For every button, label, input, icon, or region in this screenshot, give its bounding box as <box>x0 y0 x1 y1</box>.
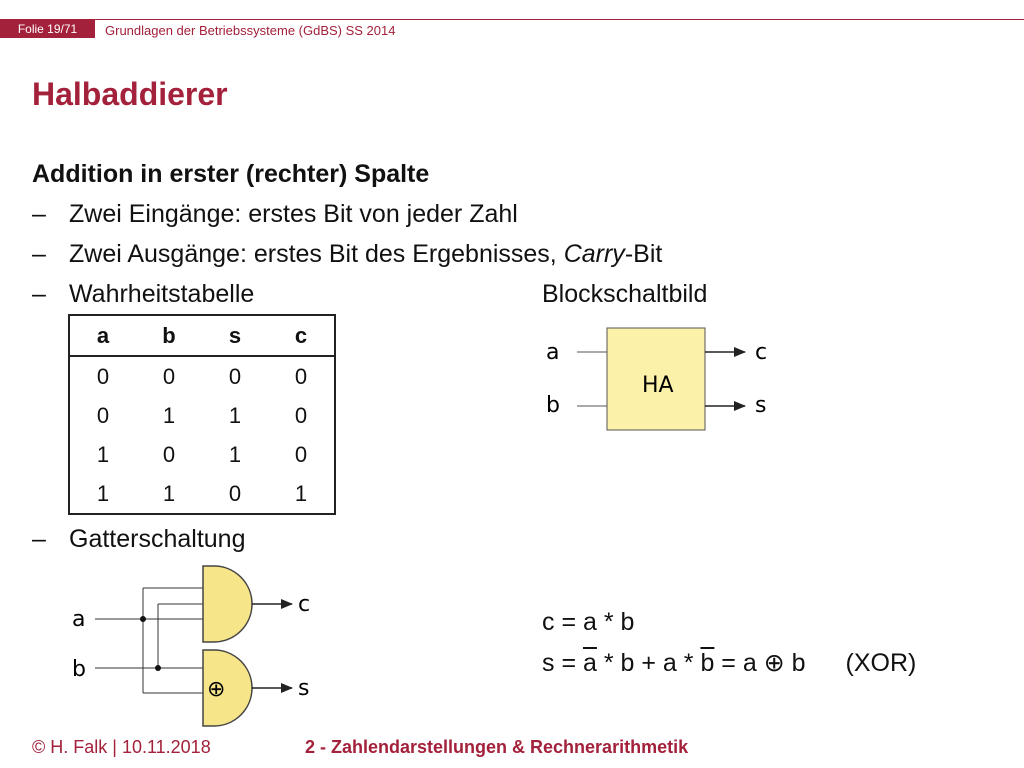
truth-table-cell: 1 <box>228 441 242 467</box>
truth-table-cell: 1 <box>96 441 110 467</box>
sum-note: (XOR) <box>845 649 917 677</box>
course-title: Grundlagen der Betriebssysteme (GdBS) SS 2014 <box>105 23 396 38</box>
bullet-dash: – <box>32 240 46 268</box>
carry-formula: c = a * b <box>542 608 635 636</box>
gate-input-b: b <box>72 657 86 682</box>
bullet-outputs <box>32 240 662 269</box>
header-rule <box>0 19 1024 20</box>
gate-output-s: s <box>298 676 310 701</box>
truth-table-cell: 1 <box>294 480 308 506</box>
sum-formula <box>542 648 916 678</box>
slide-title: Halbaddierer <box>32 76 228 112</box>
and-gate <box>203 566 252 642</box>
truth-table-cell: 0 <box>162 363 176 389</box>
block-output-s: s <box>755 393 767 418</box>
block-diagram-label: Blockschaltbild <box>542 280 708 308</box>
carry-word: Carry <box>563 240 625 268</box>
junction-a <box>140 616 146 622</box>
block-diagram <box>530 320 780 440</box>
bullet-truth-table <box>32 280 254 309</box>
sum-prefix: s = <box>542 649 583 677</box>
truth-table-cell: 0 <box>294 363 308 389</box>
truth-table-cell: 0 <box>294 441 308 467</box>
truth-table-row <box>69 396 335 435</box>
truth-table-row <box>69 435 335 474</box>
bullet-outputs-text: Zwei Ausgänge: erstes Bit des Ergebnisses, <box>69 240 564 268</box>
bullet-outputs-suffix: -Bit <box>624 240 663 268</box>
section-heading: Addition in erster (rechter) Spalte <box>32 160 430 188</box>
bullet-inputs-text: Zwei Eingänge: erstes Bit von jeder Zahl <box>69 200 518 228</box>
sum-xor: = a ⊕ b <box>714 649 806 677</box>
truth-table-header-row <box>69 315 335 356</box>
truth-table-cell: 0 <box>162 441 176 467</box>
sum-b-negated: $\overline{b}$ <box>700 649 715 677</box>
xor-symbol: ⊕ <box>207 677 226 702</box>
truth-table-row <box>69 474 335 514</box>
truth-table-cell: 0 <box>228 480 242 506</box>
bullet-inputs <box>32 200 518 229</box>
truth-table-cell: 1 <box>96 480 110 506</box>
footer-author: © H. Falk | 10.11.2018 <box>32 737 211 757</box>
truth-table-row <box>69 356 335 396</box>
footer-chapter: 2 - Zahlendarstellungen & Rechnerarithmetik <box>305 737 689 757</box>
sum-a-negated: $\overline{a}$ <box>583 649 597 677</box>
truth-table-cell: 1 <box>228 402 242 428</box>
truth-table-header: s <box>202 315 268 356</box>
truth-table-cell: 0 <box>96 363 110 389</box>
bullet-dash: – <box>32 200 46 228</box>
block-output-c: c <box>755 340 768 365</box>
sum-middle: * b + a * <box>596 649 701 677</box>
bullet-dash: – <box>32 280 46 308</box>
truth-table-cell: 1 <box>162 402 176 428</box>
gate-output-c: c <box>298 592 311 617</box>
junction-b <box>155 665 161 671</box>
block-input-b: b <box>546 393 560 418</box>
bullet-dash: – <box>32 525 46 553</box>
bullet-truth-table-text: Wahrheitstabelle <box>69 280 255 308</box>
truth-table <box>68 314 336 515</box>
bullet-gates-text: Gatterschaltung <box>69 525 246 553</box>
truth-table-header: a <box>69 315 136 356</box>
truth-table-header: b <box>136 315 202 356</box>
ha-label: HA <box>642 373 674 398</box>
truth-table-cell: 0 <box>294 402 308 428</box>
truth-table-header: c <box>268 315 335 356</box>
gate-circuit <box>60 560 340 735</box>
bullet-gates <box>32 525 246 554</box>
block-input-a: a <box>546 340 560 365</box>
truth-table-cell: 1 <box>162 480 176 506</box>
slide-counter: Folie 19/71 <box>0 20 95 38</box>
truth-table-cell: 0 <box>96 402 110 428</box>
gate-input-a: a <box>72 607 86 632</box>
truth-table-cell: 0 <box>228 363 242 389</box>
